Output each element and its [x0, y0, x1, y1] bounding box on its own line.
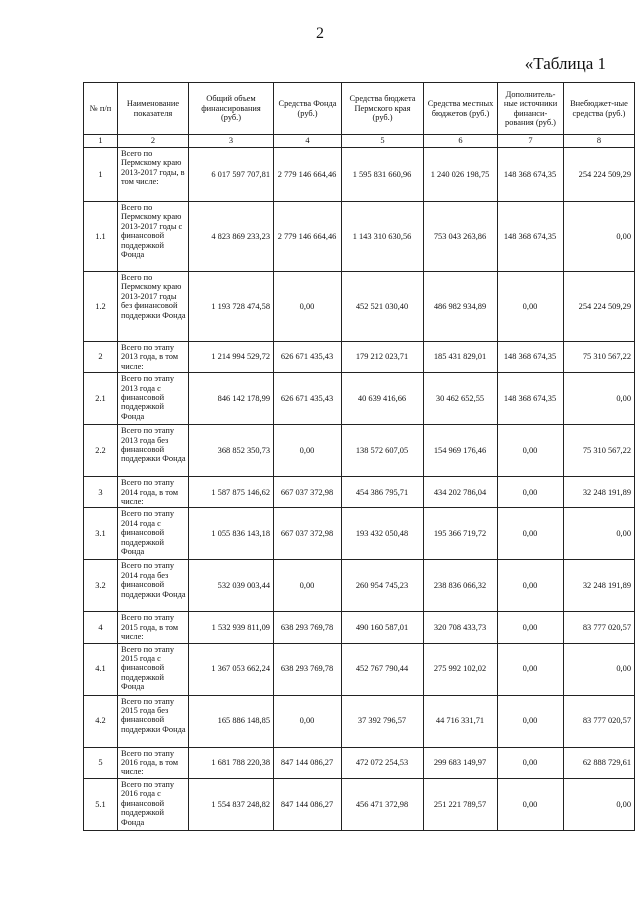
regional-budget-amount: 193 432 050,48: [342, 508, 424, 560]
extrabudget-amount: 0,00: [564, 778, 635, 830]
table-row: [84, 643, 635, 695]
extrabudget-amount: 0,00: [564, 202, 635, 272]
fund-amount: 626 671 435,43: [274, 373, 342, 425]
column-number: 4: [274, 135, 342, 148]
row-label: Всего по этапу 2015 года без финансовой поддержки Фонда: [118, 695, 189, 747]
table-row: [84, 778, 635, 830]
row-number: 3: [84, 477, 118, 508]
table-row: [84, 477, 635, 508]
header-name: Наименование показателя: [118, 83, 189, 135]
local-budget-amount: 320 708 433,73: [424, 612, 498, 643]
additional-sources-amount: 0,00: [498, 477, 564, 508]
total-amount: 1 055 836 143,18: [189, 508, 274, 560]
table-row: [84, 747, 635, 778]
row-label: Всего по этапу 2014 года без финансовой поддержки Фонда: [118, 560, 189, 612]
fund-amount: 847 144 086,27: [274, 747, 342, 778]
local-budget-amount: 185 431 829,01: [424, 342, 498, 373]
additional-sources-amount: 0,00: [498, 272, 564, 342]
extrabudget-amount: 83 777 020,57: [564, 695, 635, 747]
header-total: Общий объем финансирования (руб.): [189, 83, 274, 135]
table-row: [84, 272, 635, 342]
regional-budget-amount: 138 572 607,05: [342, 425, 424, 477]
row-label: Всего по Пермскому краю 2013-2017 годы с финансовой поддержкой Фонда: [118, 202, 189, 272]
total-amount: 1 532 939 811,09: [189, 612, 274, 643]
row-label: Всего по этапу 2014 года с финансовой поддержкой Фонда: [118, 508, 189, 560]
total-amount: 6 017 597 707,81: [189, 148, 274, 202]
table-row: [84, 560, 635, 612]
row-label: Всего по этапу 2013 года без финансовой поддержки Фонда: [118, 425, 189, 477]
header-regional: Средства бюджета Пермского края (руб.): [342, 83, 424, 135]
header-fund: Средства Фонда (руб.): [274, 83, 342, 135]
regional-budget-amount: 37 392 796,57: [342, 695, 424, 747]
fund-amount: 0,00: [274, 272, 342, 342]
fund-amount: 667 037 372,98: [274, 508, 342, 560]
row-number: 2: [84, 342, 118, 373]
additional-sources-amount: 0,00: [498, 643, 564, 695]
additional-sources-amount: 0,00: [498, 508, 564, 560]
total-amount: 1 367 053 662,24: [189, 643, 274, 695]
total-amount: 1 214 994 529,72: [189, 342, 274, 373]
row-label: Всего по Пермскому краю 2013-2017 годы, в том числе:: [118, 148, 189, 202]
row-number: 1.1: [84, 202, 118, 272]
fund-amount: 2 779 146 664,46: [274, 148, 342, 202]
column-number: 8: [564, 135, 635, 148]
row-label: Всего по этапу 2015 года, в том числе:: [118, 612, 189, 643]
header-additional: Дополнитель-ные источники финанси-рования (руб.): [498, 83, 564, 135]
row-number: 4.1: [84, 643, 118, 695]
row-label: Всего по этапу 2014 года, в том числе:: [118, 477, 189, 508]
row-number: 2.1: [84, 373, 118, 425]
local-budget-amount: 753 043 263,86: [424, 202, 498, 272]
local-budget-amount: 238 836 066,32: [424, 560, 498, 612]
column-number: 6: [424, 135, 498, 148]
table-row: [84, 425, 635, 477]
header-no: № п/п: [84, 83, 118, 135]
extrabudget-amount: 32 248 191,89: [564, 560, 635, 612]
additional-sources-amount: 148 368 674,35: [498, 373, 564, 425]
total-amount: 1 587 875 146,62: [189, 477, 274, 508]
row-number: 3.2: [84, 560, 118, 612]
extrabudget-amount: 32 248 191,89: [564, 477, 635, 508]
column-number: 7: [498, 135, 564, 148]
extrabudget-amount: 75 310 567,22: [564, 425, 635, 477]
total-amount: 165 886 148,85: [189, 695, 274, 747]
row-number: 1.2: [84, 272, 118, 342]
local-budget-amount: 486 982 934,89: [424, 272, 498, 342]
column-number: 5: [342, 135, 424, 148]
additional-sources-amount: 0,00: [498, 425, 564, 477]
regional-budget-amount: 1 143 310 630,56: [342, 202, 424, 272]
row-number: 5: [84, 747, 118, 778]
fund-amount: 638 293 769,78: [274, 612, 342, 643]
local-budget-amount: 30 462 652,55: [424, 373, 498, 425]
additional-sources-amount: 0,00: [498, 695, 564, 747]
regional-budget-amount: 40 639 416,66: [342, 373, 424, 425]
extrabudget-amount: 62 888 729,61: [564, 747, 635, 778]
additional-sources-amount: 148 368 674,35: [498, 202, 564, 272]
regional-budget-amount: 1 595 831 660,96: [342, 148, 424, 202]
extrabudget-amount: 254 224 509,29: [564, 148, 635, 202]
extrabudget-amount: 0,00: [564, 373, 635, 425]
regional-budget-amount: 452 767 790,44: [342, 643, 424, 695]
row-label: Всего по этапу 2015 года с финансовой поддержкой Фонда: [118, 643, 189, 695]
table-caption: «Таблица 1: [524, 54, 606, 73]
table-row: [84, 612, 635, 643]
fund-amount: 847 144 086,27: [274, 778, 342, 830]
row-number: 2.2: [84, 425, 118, 477]
row-label: Всего по этапу 2016 года с финансовой поддержкой Фонда: [118, 778, 189, 830]
column-number: 2: [118, 135, 189, 148]
row-label: Всего по Пермскому краю 2013-2017 годы без финансовой поддержки Фонда: [118, 272, 189, 342]
additional-sources-amount: 148 368 674,35: [498, 148, 564, 202]
regional-budget-amount: 490 160 587,01: [342, 612, 424, 643]
total-amount: 368 852 350,73: [189, 425, 274, 477]
local-budget-amount: 154 969 176,46: [424, 425, 498, 477]
fund-amount: 667 037 372,98: [274, 477, 342, 508]
local-budget-amount: 275 992 102,02: [424, 643, 498, 695]
local-budget-amount: 195 366 719,72: [424, 508, 498, 560]
fund-amount: 638 293 769,78: [274, 643, 342, 695]
table-row: [84, 148, 635, 202]
row-number: 4.2: [84, 695, 118, 747]
financing-table: [83, 82, 635, 831]
total-amount: 1 193 728 474,58: [189, 272, 274, 342]
fund-amount: 2 779 146 664,46: [274, 202, 342, 272]
total-amount: 846 142 178,99: [189, 373, 274, 425]
total-amount: 532 039 003,44: [189, 560, 274, 612]
table-row: [84, 342, 635, 373]
local-budget-amount: 299 683 149,97: [424, 747, 498, 778]
extrabudget-amount: 254 224 509,29: [564, 272, 635, 342]
extrabudget-amount: 83 777 020,57: [564, 612, 635, 643]
row-label: Всего по этапу 2016 года, в том числе:: [118, 747, 189, 778]
column-number-row: [84, 135, 635, 148]
additional-sources-amount: 0,00: [498, 778, 564, 830]
page-number: 2: [316, 25, 324, 42]
column-number: 1: [84, 135, 118, 148]
header-row: [84, 83, 635, 135]
extrabudget-amount: 75 310 567,22: [564, 342, 635, 373]
regional-budget-amount: 472 072 254,53: [342, 747, 424, 778]
regional-budget-amount: 179 212 023,71: [342, 342, 424, 373]
row-label: Всего по этапу 2013 года, в том числе:: [118, 342, 189, 373]
header-local: Средства местных бюджетов (руб.): [424, 83, 498, 135]
additional-sources-amount: 0,00: [498, 560, 564, 612]
extrabudget-amount: 0,00: [564, 508, 635, 560]
row-number: 1: [84, 148, 118, 202]
total-amount: 1 554 837 248,82: [189, 778, 274, 830]
row-number: 3.1: [84, 508, 118, 560]
table-row: [84, 695, 635, 747]
local-budget-amount: 44 716 331,71: [424, 695, 498, 747]
additional-sources-amount: 0,00: [498, 747, 564, 778]
additional-sources-amount: 0,00: [498, 612, 564, 643]
local-budget-amount: 434 202 786,04: [424, 477, 498, 508]
row-label: Всего по этапу 2013 года с финансовой поддержкой Фонда: [118, 373, 189, 425]
column-number: 3: [189, 135, 274, 148]
local-budget-amount: 251 221 789,57: [424, 778, 498, 830]
fund-amount: 626 671 435,43: [274, 342, 342, 373]
additional-sources-amount: 148 368 674,35: [498, 342, 564, 373]
row-number: 4: [84, 612, 118, 643]
local-budget-amount: 1 240 026 198,75: [424, 148, 498, 202]
total-amount: 4 823 869 233,23: [189, 202, 274, 272]
fund-amount: 0,00: [274, 425, 342, 477]
regional-budget-amount: 260 954 745,23: [342, 560, 424, 612]
extrabudget-amount: 0,00: [564, 643, 635, 695]
fund-amount: 0,00: [274, 695, 342, 747]
regional-budget-amount: 456 471 372,98: [342, 778, 424, 830]
regional-budget-amount: 454 386 795,71: [342, 477, 424, 508]
row-number: 5.1: [84, 778, 118, 830]
table-row: [84, 373, 635, 425]
fund-amount: 0,00: [274, 560, 342, 612]
header-extrabudget: Внебюджет-ные средства (руб.): [564, 83, 635, 135]
total-amount: 1 681 788 220,38: [189, 747, 274, 778]
regional-budget-amount: 452 521 030,40: [342, 272, 424, 342]
table-row: [84, 508, 635, 560]
table-row: [84, 202, 635, 272]
